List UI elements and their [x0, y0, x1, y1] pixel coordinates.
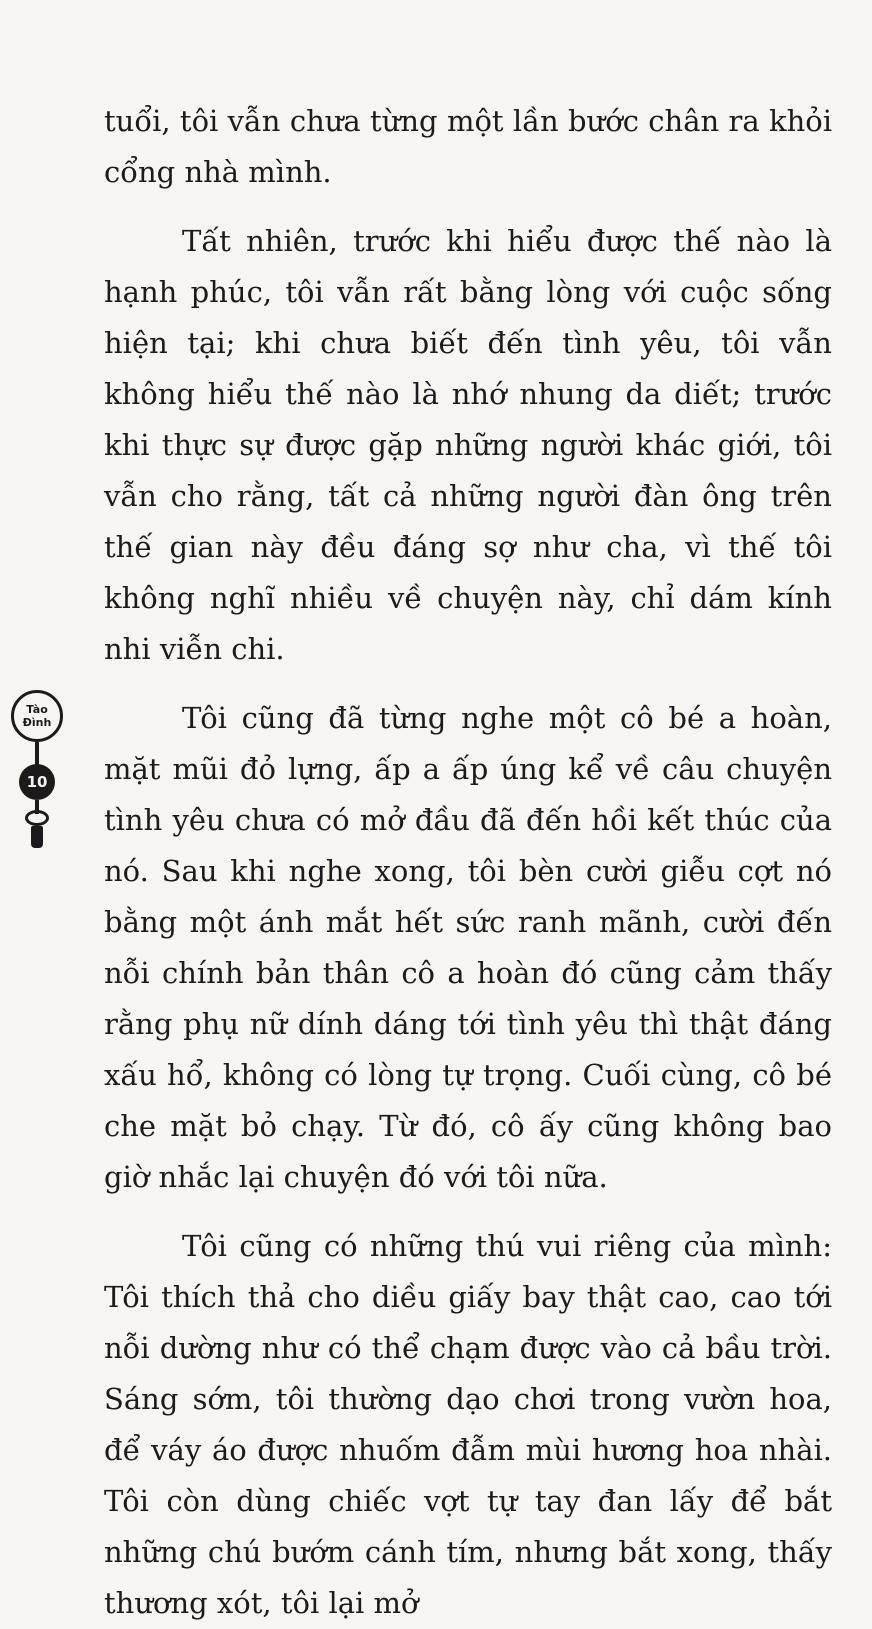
paragraph-4: Tôi cũng có những thú vui riêng của mình: Tôi thích thả cho diều giấy bay thật cao, cao tới nỗi dường như có thể chạm được vào cả bầu trời. Sáng sớm, tôi thường dạo chơi trong vườn hoa, để váy áo được nhuốm đẫm mùi hương hoa nhài. Tôi còn dùng chiếc vợt tự tay đan lấy để bắt những chú bướm cánh tím, nhưng bắt xong, thấy thương xót, tôi lại mở — [104, 1229, 832, 1620]
author-label-line2: Đình — [22, 716, 52, 729]
body-text — [104, 96, 832, 1629]
author-badge — [11, 690, 63, 742]
paragraph-3: Tôi cũng đã từng nghe một cô bé a hoàn, mặt mũi đỏ lựng, ấp a ấp úng kể về câu chuyện tình yêu chưa có mở đầu đã đến hồi kết thúc của nó. Sau khi nghe xong, tôi bèn cười giễu cợt nó bằng một ánh mắt hết sức ranh mãnh, cười đến nỗi chính bản thân cô a hoàn đó cũng cảm thấy rằng phụ nữ dính dáng tới tình yêu thì thật đáng xấu hổ, không có lòng tự trọng. Cuối cùng, cô bé che mặt bỏ chạy. Từ đó, cô ấy cũng không bao giờ nhắc lại chuyện đó với tôi nữa. — [104, 701, 832, 1194]
chapter-marker — [7, 690, 67, 860]
knot-icon — [25, 810, 49, 826]
paragraph-1: tuổi, tôi vẫn chưa từng một lần bước chân ra khỏi cổng nhà mình. — [104, 104, 832, 189]
tassel-icon — [31, 826, 43, 848]
author-label-line1: Tào — [26, 703, 48, 716]
marker-stem — [35, 742, 39, 766]
page-number: 10 — [19, 764, 55, 800]
paragraph-2: Tất nhiên, trước khi hiểu được thế nào là hạnh phúc, tôi vẫn rất bằng lòng với cuộc sống hiện tại; khi chưa biết đến tình yêu, tôi vẫn không hiểu thế nào là nhớ nhung da diết; trước khi thực sự được gặp những người khác giới, tôi vẫn cho rằng, tất cả những người đàn ông trên thế gian này đều đáng sợ như cha, vì thế tôi không nghĩ nhiều về chuyện này, chỉ dám kính nhi viễn chi. — [104, 224, 832, 666]
